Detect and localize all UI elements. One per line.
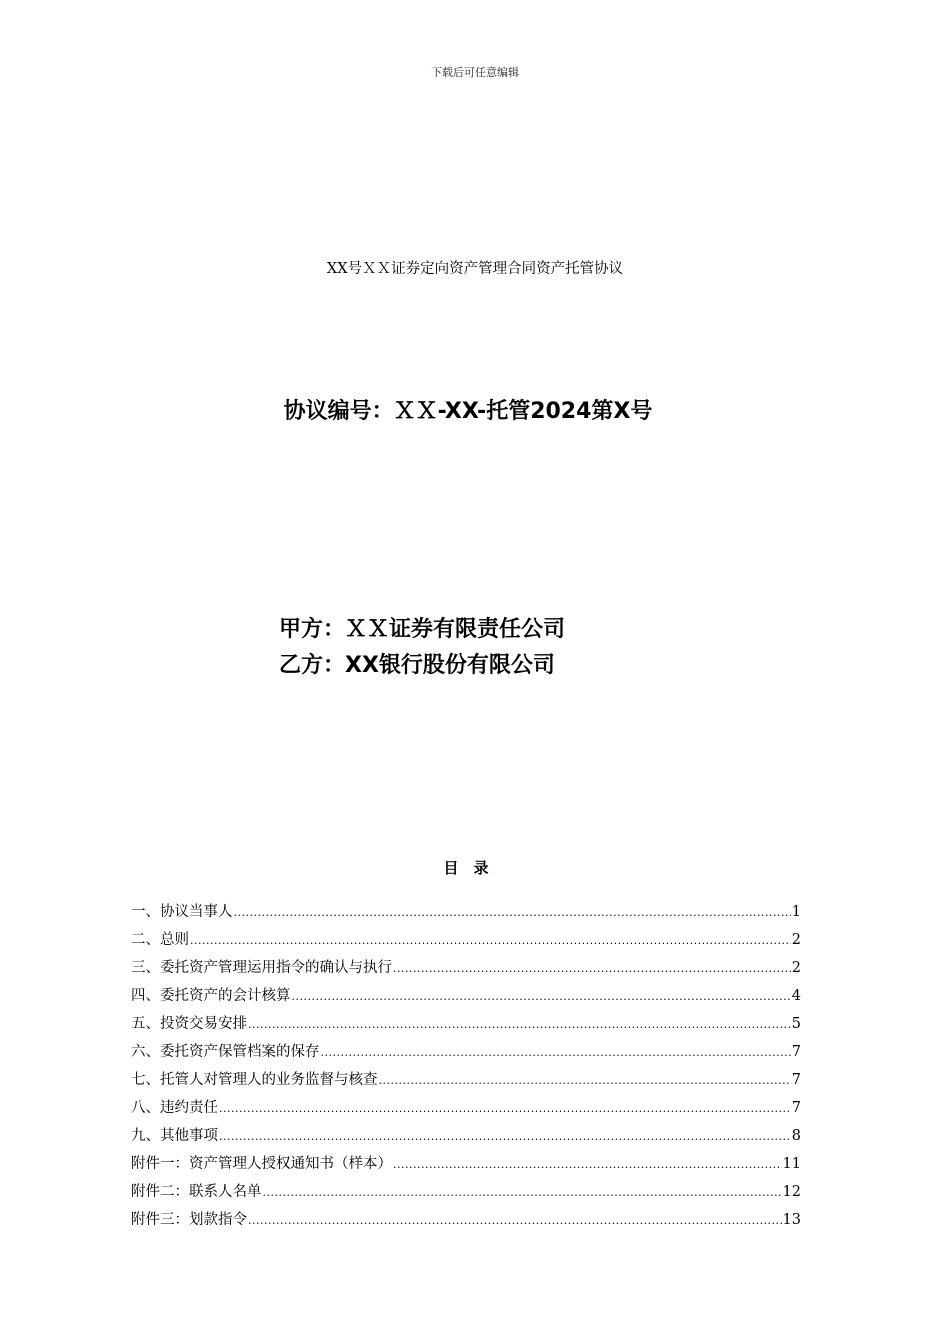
- toc-entry-label: 附件二：联系人名单: [131, 1184, 262, 1200]
- table-of-contents: [131, 900, 801, 1236]
- toc-entry-label: 三、委托资产管理运用指令的确认与执行: [131, 960, 392, 976]
- toc-entry-page: 7: [791, 1072, 801, 1088]
- toc-leader-dots: [190, 934, 791, 947]
- toc-leader-dots: [379, 1074, 791, 1087]
- toc-entry[interactable]: [131, 1124, 801, 1152]
- toc-leader-dots: [248, 1018, 791, 1031]
- toc-entry[interactable]: [131, 1208, 801, 1236]
- toc-leader-dots: [219, 1102, 791, 1115]
- toc-entry[interactable]: [131, 1012, 801, 1040]
- party-b: 乙方：XX银行股份有限公司: [279, 653, 555, 678]
- toc-entry-page: 1: [791, 904, 801, 920]
- toc-leader-dots: [234, 906, 791, 919]
- toc-leader-dots: [292, 990, 791, 1003]
- toc-entry-page: 11: [782, 1156, 801, 1172]
- toc-entry-page: 8: [791, 1128, 801, 1144]
- toc-entry-page: 7: [791, 1100, 801, 1116]
- toc-entry-label: 一、协议当事人: [131, 904, 233, 920]
- toc-leader-dots: [321, 1046, 791, 1059]
- toc-entry-label: 九、其他事项: [131, 1128, 218, 1144]
- toc-entry-page: 5: [791, 1016, 801, 1032]
- toc-entry[interactable]: [131, 928, 801, 956]
- toc-leader-dots: [263, 1186, 782, 1199]
- toc-heading: 目 录: [443, 859, 489, 877]
- toc-leader-dots: [219, 1130, 791, 1143]
- toc-leader-dots: [393, 1158, 782, 1171]
- agreement-number: 协议编号：ＸＸ-XX-托管2024第X号: [283, 399, 653, 424]
- toc-entry-label: 五、投资交易安排: [131, 1016, 247, 1032]
- toc-entry-page: 12: [782, 1184, 801, 1200]
- toc-entry-label: 附件一：资产管理人授权通知书（样本）: [131, 1156, 392, 1172]
- toc-entry[interactable]: [131, 1096, 801, 1124]
- toc-entry-label: 八、违约责任: [131, 1100, 218, 1116]
- toc-leader-dots: [248, 1214, 782, 1227]
- toc-entry[interactable]: [131, 984, 801, 1012]
- header-note: 下载后可任意编辑: [431, 66, 519, 79]
- toc-entry[interactable]: [131, 1180, 801, 1208]
- toc-entry-label: 四、委托资产的会计核算: [131, 988, 291, 1004]
- toc-entry[interactable]: [131, 900, 801, 928]
- toc-entry-page: 7: [791, 1044, 801, 1060]
- toc-entry-label: 六、委托资产保管档案的保存: [131, 1044, 320, 1060]
- toc-entry[interactable]: [131, 956, 801, 984]
- toc-entry-label: 二、总则: [131, 932, 189, 948]
- toc-entry-page: 2: [791, 932, 801, 948]
- toc-entry[interactable]: [131, 1068, 801, 1096]
- party-a: 甲方：ＸＸ证券有限责任公司: [279, 617, 566, 642]
- toc-entry-page: 4: [791, 988, 801, 1004]
- toc-entry-label: 七、托管人对管理人的业务监督与核查: [131, 1072, 378, 1088]
- toc-entry-page: 2: [791, 960, 801, 976]
- toc-entry[interactable]: [131, 1152, 801, 1180]
- toc-leader-dots: [393, 962, 791, 975]
- toc-entry-label: 附件三：划款指令: [131, 1212, 247, 1228]
- document-title: XX号ＸＸ证券定向资产管理合同资产托管协议: [326, 261, 624, 277]
- toc-entry-page: 13: [782, 1212, 801, 1228]
- toc-entry[interactable]: [131, 1040, 801, 1068]
